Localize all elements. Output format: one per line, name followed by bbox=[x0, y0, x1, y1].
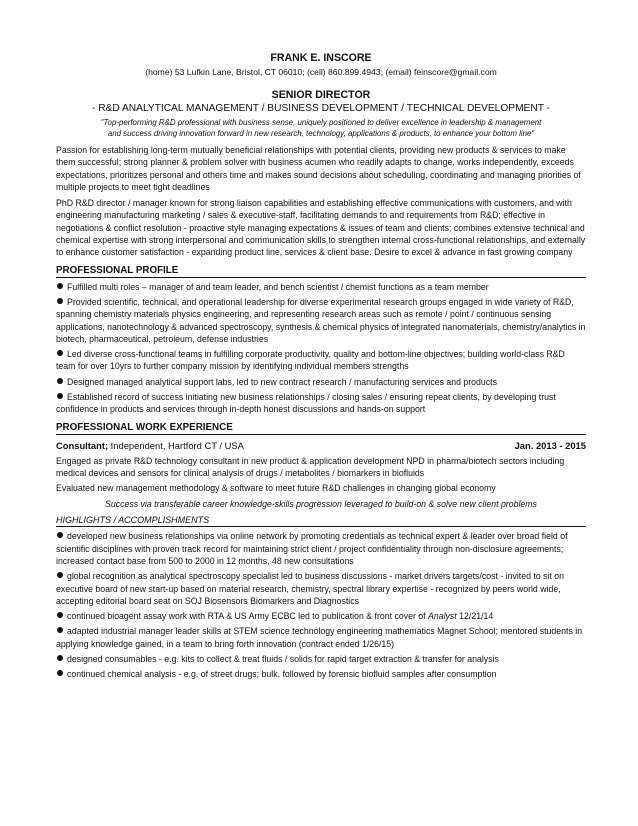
success-statement: Success via transferable career knowledge-skills progression leveraged to build-on & solve new client problems bbox=[105, 498, 537, 509]
bullet-icon bbox=[57, 283, 63, 289]
list-item: Designed managed analytical support labs, led to new contract research / manufacturing services and products bbox=[56, 376, 586, 388]
job-description: Engaged as private R&D technology consultant in new product & application development NPD in pharma/biotech sectors including medical devices and sensors for clinical analysis of drugs / metabolites / biomarkers in biofluids bbox=[56, 455, 565, 478]
tagline-line-2: and success driving innovation forward in new research, technology, applications & products, to enhance your bottom line" bbox=[107, 129, 535, 138]
contact-line: (home) 53 Lufkin Lane, Bristol, CT 06010; (cell) 860.899.4943; (email) feinscore@gmail.com bbox=[145, 67, 497, 77]
list-item: Led diverse cross-functional teams in fulfilling corporate productivity, quality and bottom-line objectives; building world-class R&D team for over 10yrs to further company mission by identifying individual members strengths bbox=[56, 349, 565, 372]
journal-name: Analyst bbox=[428, 611, 457, 622]
job-description: Evaluated new management methodology & software to meet future R&D challenges in changing global economy bbox=[56, 483, 496, 494]
bullet-icon bbox=[57, 655, 63, 661]
profile-list bbox=[56, 281, 586, 416]
bullet-icon bbox=[57, 627, 63, 633]
bullet-icon bbox=[57, 572, 63, 578]
resume-page bbox=[56, 52, 586, 681]
job-position bbox=[56, 439, 244, 452]
summary-paragraph: PhD R&D director / manager known for strong liaison capabilities and establishing effective communications with customers, and with engineering manufacturing marketing / sales & executive-staff, facilitating demands to and requirements from R&D; effective in negotiations & conflict resolution - proactive style managing expectations & issues of team and clients; combines extensive technical and chemical expertise with strong interpersonal and communication skills to strengthen internal cross-functional relationships, and externally to enhance customer satisfaction - expanding product line, services & client base. Desire to excel & advance in fast growing company bbox=[56, 198, 586, 258]
highlights-list bbox=[56, 530, 586, 680]
job-title: SENIOR DIRECTOR bbox=[271, 89, 371, 101]
list-item: adapted industrial manager leader skills at STEM science technology engineering mathematics Magnet School; mentored students in applying knowledge gained, in a team to bring forth innovation (contract ended 1/26/15) bbox=[56, 626, 583, 649]
list-item: Fulfilled multi roles – manager of and team leader, and bench scientist / chemist functions as a team member bbox=[56, 281, 586, 293]
list-item: developed new business relationships via online network by promoting credentials as technical expert & leader over broad field of scientific disciplines with proven track record for maintaining strict client / project confidentiality through non-disclosure agreements; increased contact base from 500 to 2000 in 12 months, 48 new consultations bbox=[56, 531, 568, 566]
job-header bbox=[56, 439, 586, 452]
job-subtitle: - R&D ANALYTICAL MANAGEMENT / BUSINESS DEVELOPMENT / TECHNICAL DEVELOPMENT - bbox=[92, 103, 550, 114]
candidate-name: FRANK E. INSCORE bbox=[270, 52, 372, 64]
bullet-icon bbox=[57, 393, 63, 399]
job-dates: Jan. 2013 - 2015 bbox=[514, 439, 586, 451]
bullet-icon bbox=[57, 350, 63, 356]
list-item: global recognition as analytical spectroscopy specialist led to business discussions - market drivers targets/cost - invited to sit on executive board of new start-up based on material research, chemistry, spectral library expertise - recognized by peers world wide, accepting editorial board seat on SOJ Biosensors Biomarkers and Diagnostics bbox=[56, 571, 565, 606]
bullet-icon bbox=[57, 378, 63, 384]
list-item: Established record of success initiating new business relationships / closing sales / ensuring repeat clients, by developing trust confidence in products and services through in-depth honest discussions and hands-on support bbox=[56, 392, 556, 415]
section-heading-profile: PROFESSIONAL PROFILE bbox=[56, 264, 586, 278]
highlights-heading: HIGHLIGHTS / ACCOMPLISHMENTS bbox=[56, 514, 586, 528]
bullet-icon bbox=[57, 298, 63, 304]
list-item: continued bioagent assay work with RTA & US Army ECBC led to publication & front cover of Analyst 12/21/14 bbox=[56, 610, 586, 622]
section-heading-experience: PROFESSIONAL WORK EXPERIENCE bbox=[56, 421, 586, 435]
job-role: Consultant; bbox=[56, 439, 109, 451]
bullet-icon bbox=[57, 612, 63, 618]
bullet-icon bbox=[57, 532, 63, 538]
list-item: continued chemical analysis - e.g. of street drugs; bulk, followed by forensic biofluid samples after consumption bbox=[56, 668, 586, 680]
list-item: designed consumables - e.g. kits to collect & treat fluids / solids for rapid target extraction & transfer for analysis bbox=[56, 653, 586, 665]
bullet-icon bbox=[57, 670, 63, 676]
tagline bbox=[56, 117, 586, 139]
summary-paragraph: Passion for establishing long-term mutually beneficial relationships with potential clients, providing new products & services to make them successful; strong planner & problem solver with business acumen who readily adapts to change, works independently, exceeds expectations, prioritizes personal and others time and makes sound decisions about scheduling, coordinating and managing priorities of multiple projects to meet tight deadlines bbox=[56, 145, 581, 192]
list-item: Provided scientific, technical, and operational leadership for diverse experimental research groups engaged in wide variety of R&D, spanning chemistry materials physics engineering, and representing research areas such as remote / point / continuous sensing applications, nanotechnology & advanced spectroscopy, synthesis & chemical physics of integrated nanomaterials, chemistry/analytics in biotech, pharmaceutical, petroleum, defense industries bbox=[56, 296, 586, 344]
job-org: Independent, Hartford CT / USA bbox=[108, 439, 244, 451]
tagline-line-1: "Top-performing R&D professional with business sense, uniquely positioned to deliver excellence in leadership & management bbox=[100, 118, 542, 127]
